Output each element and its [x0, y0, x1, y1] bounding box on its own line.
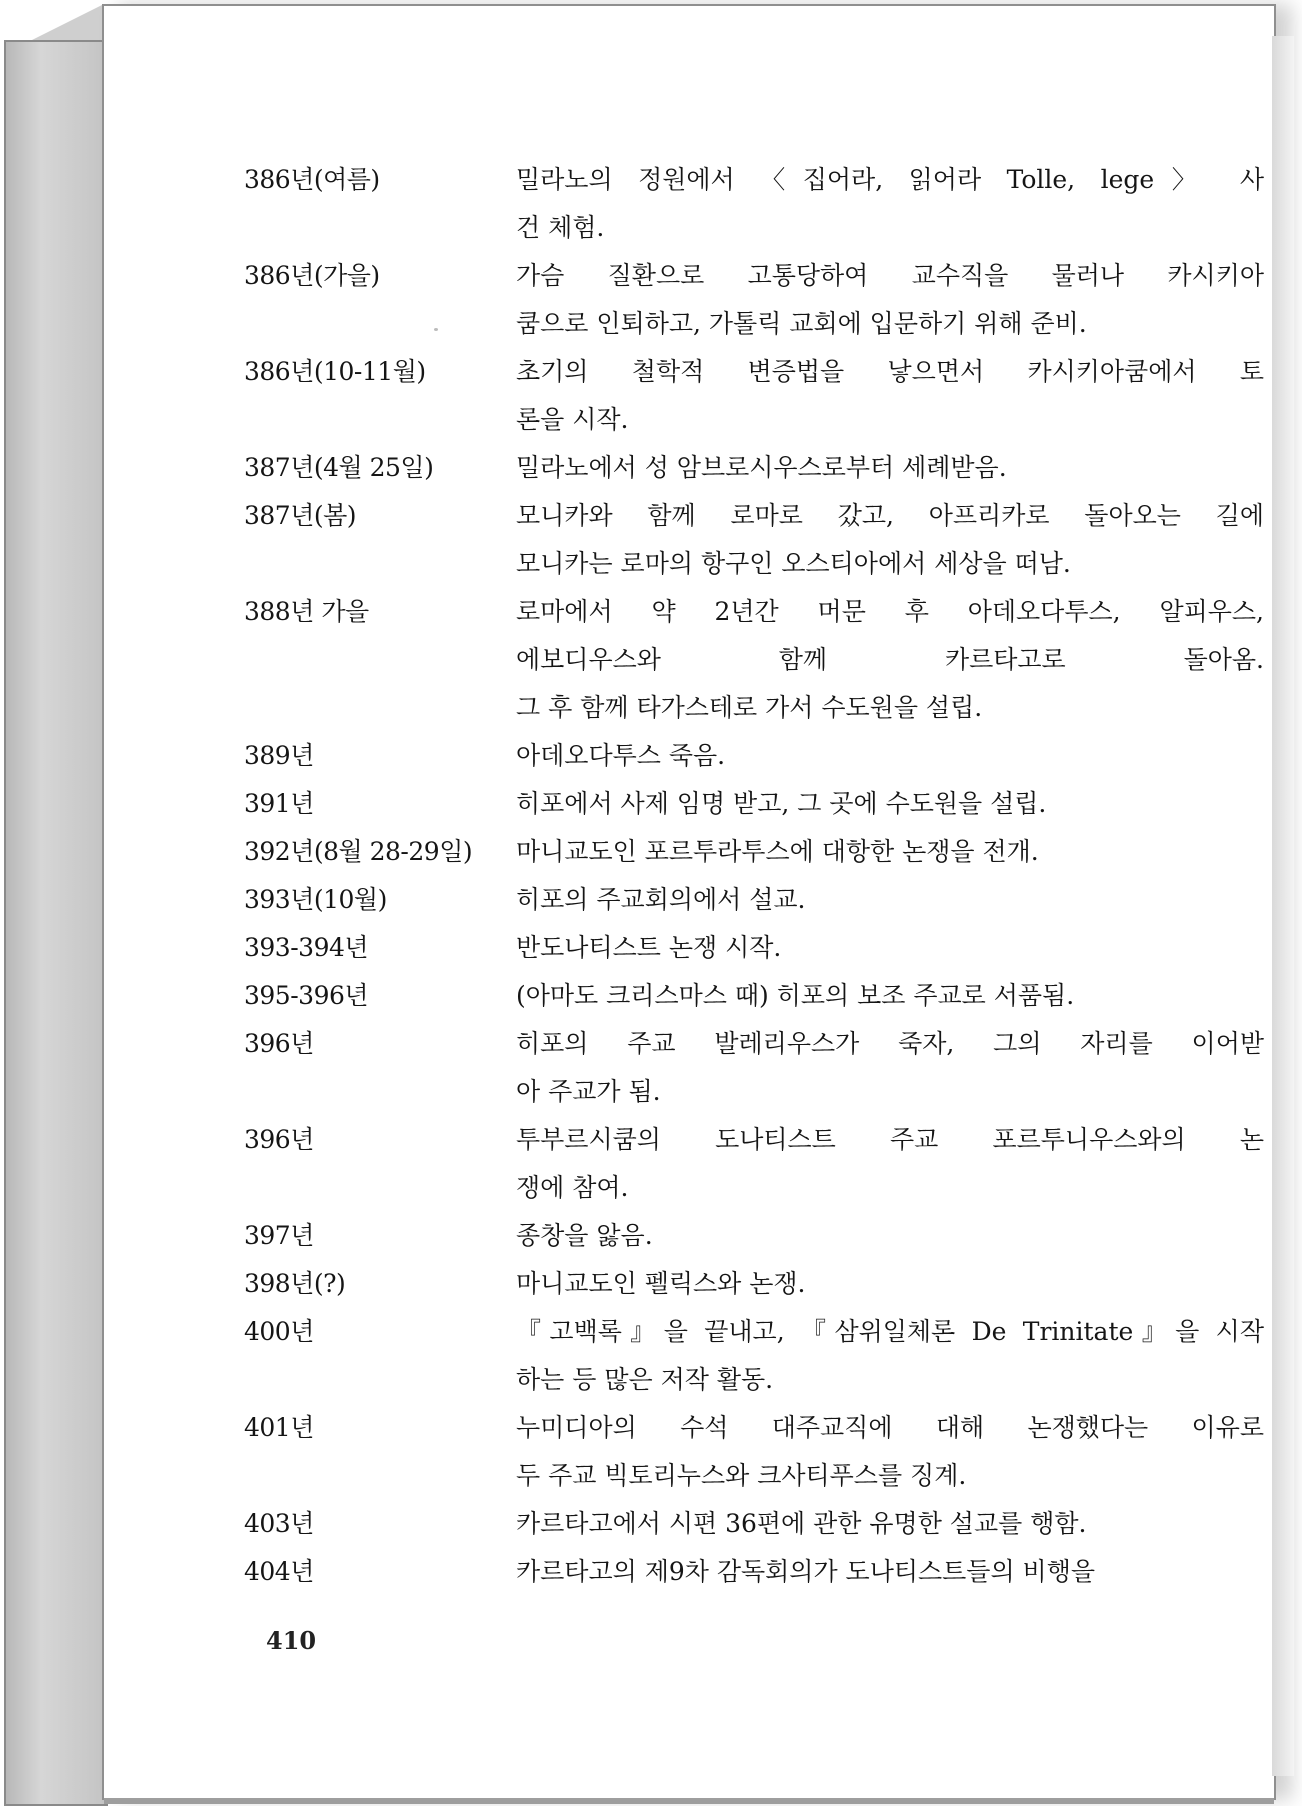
description-line: 론을 시작. — [516, 405, 629, 434]
entry-description — [516, 1404, 1264, 1500]
entry-date: 395-396년 — [244, 981, 369, 1010]
timeline-entry — [244, 972, 1264, 1020]
entry-description — [516, 1116, 1264, 1212]
entry-description — [516, 1020, 1264, 1116]
timeline-entry — [244, 1500, 1264, 1548]
timeline-entry — [244, 348, 1264, 444]
entry-description — [516, 972, 1264, 1020]
entry-description — [516, 444, 1264, 492]
description-line: 모니카는 로마의 항구인 오스티아에서 세상을 떠남. — [516, 549, 1071, 578]
timeline-entry — [244, 588, 1264, 732]
entry-date: 386년(가을) — [244, 261, 380, 290]
timeline-entry — [244, 876, 1264, 924]
description-line: 두 주교 빅토리누스와 크사티푸스를 징계. — [516, 1461, 967, 1490]
page-edge — [1272, 36, 1294, 1776]
entry-description — [516, 780, 1264, 828]
entry-description — [516, 492, 1264, 588]
description-line: 가슴 질환으로 고통당하여 교수직을 물러나 카시키아 — [516, 261, 1264, 290]
page-bottom-edge — [104, 1798, 1274, 1804]
description-line: 하는 등 많은 저작 활동. — [516, 1365, 774, 1394]
entry-date: 391년 — [244, 789, 314, 818]
description-line: 그 후 함께 타가스테로 가서 수도원을 설립. — [516, 693, 983, 722]
description-line: (아마도 크리스마스 때) 히포의 보조 주교로 서품됨. — [516, 981, 1075, 1010]
description-line: 카르타고에서 시편 36편에 관한 유명한 설교를 행함. — [516, 1509, 1087, 1538]
entry-description — [516, 1308, 1264, 1404]
entry-date: 387년(4월 25일) — [244, 453, 434, 482]
entry-description — [516, 348, 1264, 444]
description-line: 반도나티스트 논쟁 시작. — [516, 933, 782, 962]
entry-date: 393-394년 — [244, 933, 369, 962]
timeline-entry — [244, 1020, 1264, 1116]
description-line: 로마에서 약 2년간 머문 후 아데오다투스, 알피우스, — [516, 597, 1264, 626]
description-line: 아 주교가 됨. — [516, 1077, 661, 1106]
timeline-entry — [244, 492, 1264, 588]
entry-date: 396년 — [244, 1125, 314, 1154]
entry-date: 400년 — [244, 1317, 314, 1346]
timeline-entry — [244, 924, 1264, 972]
entry-description — [516, 1548, 1264, 1596]
entry-date: 386년(여름) — [244, 165, 380, 194]
description-line: 히포에서 사제 임명 받고, 그 곳에 수도원을 설립. — [516, 789, 1047, 818]
entry-date: 403년 — [244, 1509, 314, 1538]
timeline-entry — [244, 1308, 1264, 1404]
entry-description — [516, 1212, 1264, 1260]
entry-date: 388년 가을 — [244, 597, 369, 626]
description-line: 쿰으로 인퇴하고, 가톨릭 교회에 입문하기 위해 준비. — [516, 309, 1087, 338]
description-line: 밀라노에서 성 암브로시우스로부터 세례받음. — [516, 453, 1007, 482]
book-page — [102, 4, 1276, 1800]
entry-description — [516, 1500, 1264, 1548]
description-line: 쟁에 참여. — [516, 1173, 629, 1202]
entry-date: 397년 — [244, 1221, 314, 1250]
description-line: 에보디우스와 함께 카르타고로 돌아옴. — [516, 645, 1264, 674]
book-spine — [4, 40, 108, 1806]
entry-date: 393년(10월) — [244, 885, 387, 914]
entry-date: 386년(10-11월) — [244, 357, 426, 386]
description-line: 밀라노의 정원에서 〈집어라, 읽어라 Tolle, lege〉 사 — [516, 165, 1264, 194]
description-line: 아데오다투스 죽음. — [516, 741, 726, 770]
entry-description — [516, 876, 1264, 924]
description-line: 『고백록』을 끝내고, 『삼위일체론 De Trinitate』을 시작 — [516, 1317, 1264, 1346]
timeline-entry — [244, 1116, 1264, 1212]
entry-date: 392년(8월 28-29일) — [244, 837, 473, 866]
timeline-entry — [244, 1404, 1264, 1500]
timeline-entry — [244, 1260, 1264, 1308]
timeline-entry — [244, 156, 1264, 252]
chronology-list — [244, 156, 1264, 1596]
timeline-entry — [244, 732, 1264, 780]
entry-description — [516, 588, 1264, 732]
timeline-entry — [244, 1548, 1264, 1596]
timeline-entry — [244, 780, 1264, 828]
timeline-entry — [244, 252, 1264, 348]
entry-date: 398년(?) — [244, 1269, 346, 1298]
entry-date: 396년 — [244, 1029, 314, 1058]
entry-date: 404년 — [244, 1557, 314, 1586]
description-line: 투부르시쿰의 도나티스트 주교 포르투니우스와의 논 — [516, 1125, 1264, 1154]
entry-description — [516, 1260, 1264, 1308]
timeline-entry — [244, 828, 1264, 876]
description-line: 히포의 주교 발레리우스가 죽자, 그의 자리를 이어받 — [516, 1029, 1264, 1058]
description-line: 마니교도인 펠릭스와 논쟁. — [516, 1269, 806, 1298]
page-number: 410 — [266, 1626, 317, 1655]
entry-description — [516, 156, 1264, 252]
description-line: 모니카와 함께 로마로 갔고, 아프리카로 돌아오는 길에 — [516, 501, 1264, 530]
entry-description — [516, 252, 1264, 348]
timeline-entry — [244, 1212, 1264, 1260]
description-line: 건 체험. — [516, 213, 605, 242]
entry-description — [516, 732, 1264, 780]
description-line: 히포의 주교회의에서 설교. — [516, 885, 806, 914]
description-line: 마니교도인 포르투라투스에 대항한 논쟁을 전개. — [516, 837, 1039, 866]
timeline-entry — [244, 444, 1264, 492]
description-line: 종창을 앓음. — [516, 1221, 653, 1250]
entry-description — [516, 924, 1264, 972]
entry-description — [516, 828, 1264, 876]
description-line: 누미디아의 수석 대주교직에 대해 논쟁했다는 이유로 — [516, 1413, 1264, 1442]
entry-date: 401년 — [244, 1413, 314, 1442]
description-line: 카르타고의 제9차 감독회의가 도나티스트들의 비행을 — [516, 1557, 1095, 1586]
description-line: 초기의 철학적 변증법을 낳으면서 카시키아쿰에서 토 — [516, 357, 1264, 386]
entry-date: 387년(봄) — [244, 501, 357, 530]
entry-date: 389년 — [244, 741, 314, 770]
